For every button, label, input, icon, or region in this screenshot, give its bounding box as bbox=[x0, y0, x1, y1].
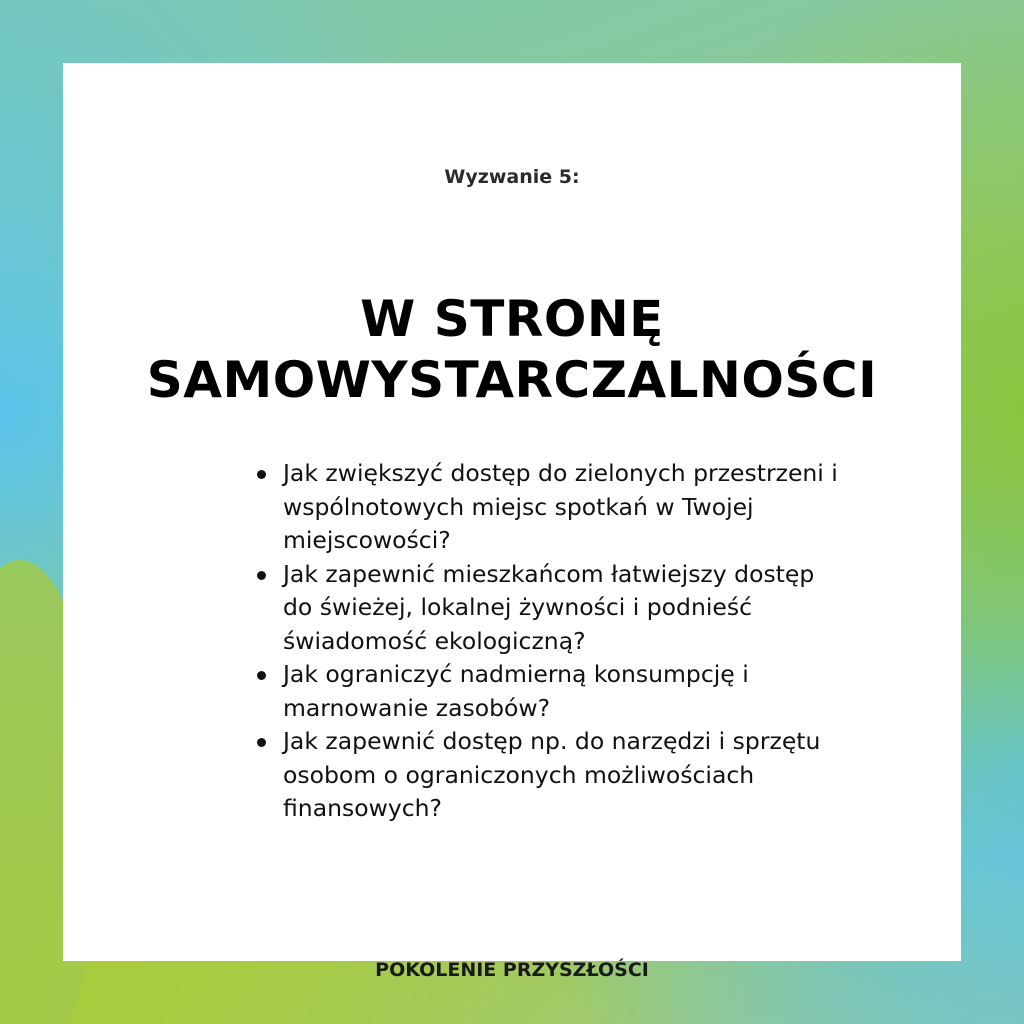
page-title bbox=[63, 289, 961, 411]
question-line: Jak zapewnić mieszkańcom łatwiejszy dostęp bbox=[283, 559, 815, 588]
list-item bbox=[255, 725, 935, 826]
challenge-label: Wyzwanie 5: bbox=[444, 166, 580, 188]
list-item bbox=[255, 457, 935, 558]
title-line-1: W STRONĘ bbox=[360, 290, 664, 348]
list-item bbox=[255, 658, 935, 725]
question-list bbox=[255, 457, 935, 826]
bullet-icon bbox=[257, 738, 266, 747]
title-line-2: SAMOWYSTARCZALNOŚCI bbox=[146, 351, 878, 409]
question-line: Jak zapewnić dostęp np. do narzędzi i sprzętu bbox=[283, 727, 821, 755]
bullet-icon bbox=[257, 470, 266, 479]
question-line: Jak ograniczyć nadmierną konsumpcję i bbox=[283, 660, 749, 688]
question-line: Jak zwiększyć dostęp do zielonych przestrzeni i bbox=[283, 459, 838, 487]
question-line: osobom o ograniczonych możliwościach bbox=[283, 760, 755, 789]
question-line: świadomość ekologiczną? bbox=[283, 626, 586, 655]
question-line: finansowych? bbox=[283, 794, 443, 822]
question-line: wspólnotowych miejsc spotkań w Twojej bbox=[283, 492, 754, 521]
question-line: marnowanie zasobów? bbox=[283, 693, 551, 722]
question-line: miejscowości? bbox=[283, 526, 451, 554]
footer-brand: POKOLENIE PRZYSZŁOŚCI bbox=[375, 959, 649, 981]
bullet-icon bbox=[257, 671, 266, 680]
question-line: do świeżej, lokalnej żywności i podnieść bbox=[283, 593, 753, 621]
content-card bbox=[63, 63, 961, 981]
list-item bbox=[255, 558, 935, 659]
bullet-icon bbox=[257, 571, 266, 580]
